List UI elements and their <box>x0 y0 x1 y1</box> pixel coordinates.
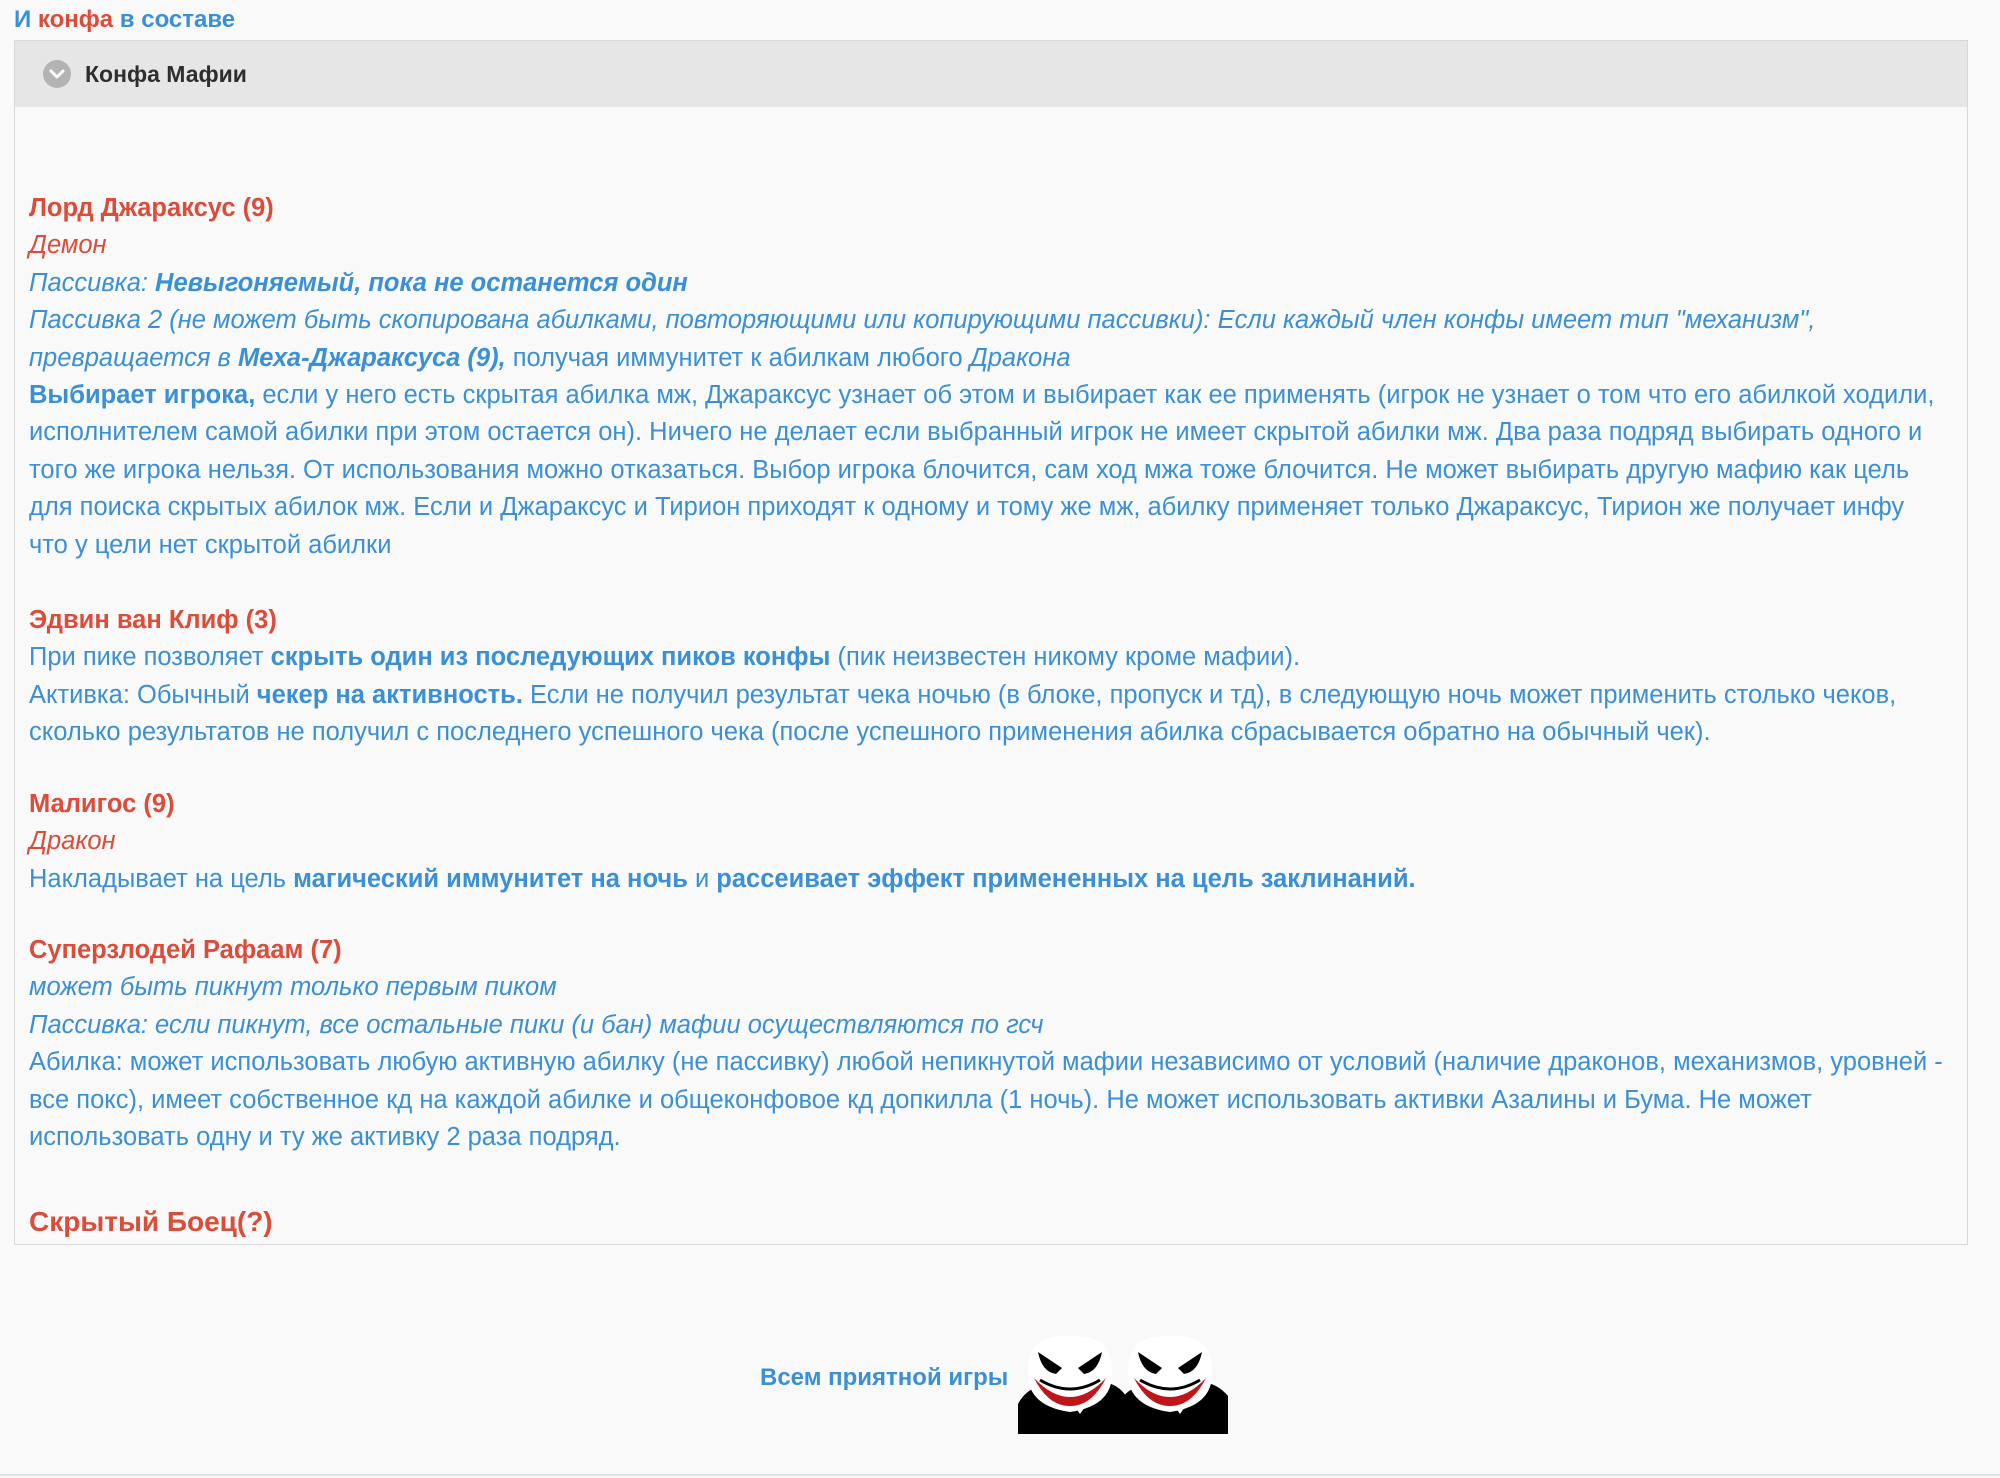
character-van-cleef <box>29 602 1944 752</box>
line-b: и <box>687 864 717 893</box>
passive2-text: Пассивка 2 (не может быть скопирована абилками, повторяющими или копирующими пассивки): Если каждый член конфы имеет тип "механизм", превращается в <box>29 306 1816 372</box>
line1-a: При пике позволяет <box>29 643 271 672</box>
character-name: Эдвин ван Клиф (3) <box>29 606 277 634</box>
line1-bold: скрыть один из последующих пиков конфы <box>270 643 831 672</box>
italic-line-1: может быть пикнут только первым пиком <box>29 973 557 1002</box>
character-hidden-fighter <box>29 1203 1944 1240</box>
passive2-tail: получая иммунитет к абилкам любого <box>505 343 970 372</box>
line-bold-2: рассеивает эффект примененных на цель заклинаний. <box>716 864 1416 893</box>
line2-bold: чекер на активность. <box>256 680 523 709</box>
character-race: Дракон <box>29 827 116 856</box>
character-name: Скрытый Боец(?) <box>29 1206 273 1237</box>
passive-value: Невыгоняемый, пока не останется один <box>155 268 688 297</box>
bottom-divider <box>0 1474 2000 1476</box>
passive2-bold: Меха-Джараксуса (9), <box>237 343 506 372</box>
spoiler-header[interactable] <box>15 41 1967 107</box>
character-jaraxxus <box>29 190 1944 564</box>
passive-label: Пассивка: <box>29 268 156 297</box>
intro-text-2: конфа <box>37 6 114 33</box>
character-malygos <box>29 786 1944 898</box>
intro-text-1: И <box>14 6 38 33</box>
line-a: Накладывает на цель <box>29 864 294 893</box>
chevron-down-circle-icon[interactable] <box>43 60 71 88</box>
spoiler-title: Конфа Мафии <box>85 60 247 87</box>
line-bold-1: магический иммунитет на ночь <box>293 864 688 893</box>
footer-text: Всем приятной игры <box>760 1364 1009 1391</box>
character-name: Суперзлодей Рафаам (7) <box>29 936 342 964</box>
intro-text-3: в составе <box>113 6 236 33</box>
character-name: Малигос (9) <box>29 790 175 818</box>
line2-b: Если не получил результат чека ночью (в блоке, пропуск и тд), в следующую ночь может применить столько чеков, сколько результатов не получил с последнего успешного чека (после успешного применения абилка сбрасывается обратно на обычный чек). <box>29 680 1897 747</box>
joker-faces-icon <box>1018 1334 1228 1434</box>
passive2-tail-italic: Дракона <box>969 343 1071 372</box>
ability-text: если у него есть скрытая абилка мж, Джараксус узнает об этом и выбирает как ее применять (игрок не узнает о том что его абилкой ходили, исполнителем самой абилки при этом остается он). Ничего не делает если выбранный игрок не имеет скрытой абилки мж. Два раза подряд выбирать одного и того же игрока нельзя. От использования можно отказаться. Выбор игрока блочится, сам ход мжа тоже блочится. Не может выбирать другую мафию как цель для поиска скрытых абилок мж. Если и Джараксус и Тирион приходят к одному и тому же мж, абилку применяет только Джараксус, Тирион же получает инфу что у цели нет скрытой абилки <box>29 381 1935 559</box>
character-rafaam <box>29 932 1944 1156</box>
character-name: Лорд Джараксус (9) <box>29 194 274 222</box>
character-race: Демон <box>29 231 107 260</box>
line2-a: Активка: Обычный <box>29 680 257 709</box>
ability-bold: Выбирает игрока, <box>29 381 256 410</box>
ability-text: Абилка: может использовать любую активную абилку (не пассивку) любой непикнутой мафии независимо от условий (наличие драконов, механизмов, уровней - все покс), имеет собственное кд на каждой абилке и общеконфовое кд допкилла (1 ночь). Не может использовать активки Азалины и Бума. Не может использовать одну и ту же активку 2 раза подряд. <box>29 1048 1943 1152</box>
intro-line <box>14 4 235 36</box>
italic-line-2: Пассивка: если пикнут, все остальные пики (и бан) мафии осуществляются по гсч <box>29 1010 1044 1039</box>
line1-b: (пик неизвестен никому кроме мафии). <box>830 643 1301 672</box>
